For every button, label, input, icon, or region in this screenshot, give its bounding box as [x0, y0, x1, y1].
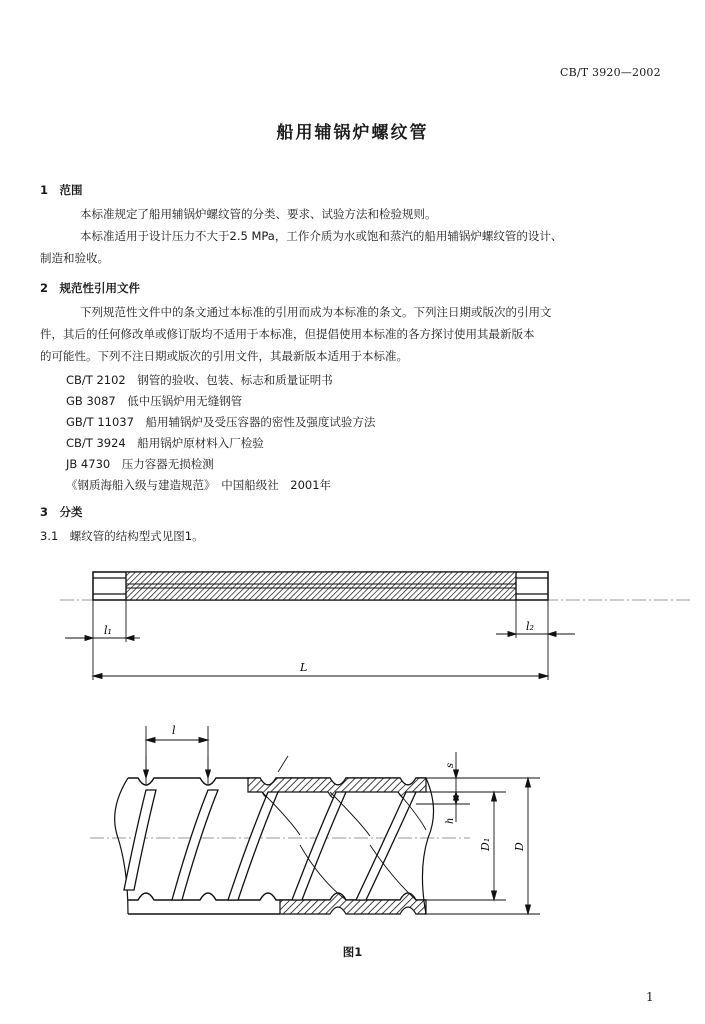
- dim-label-s: s: [445, 762, 456, 768]
- section-3-heading: 3 分类: [40, 505, 83, 519]
- clause-3-1: 3.1 螺纹管的结构型式见图1。: [40, 529, 204, 543]
- page-title: 船用辅锅炉螺纹管: [276, 123, 429, 143]
- reference-item: CB/T 2102 钢管的验收、包装、标志和质量证明书: [66, 373, 333, 387]
- reference-item: JB 4730 压力容器无损检测: [66, 457, 214, 471]
- reference-item: GB/T 11037 船用辅锅炉及受压容器的密性及强度试验方法: [66, 415, 376, 429]
- page-number: 1: [646, 990, 654, 1004]
- section-2-paragraph-line-3: 的可能性。下列不注日期或版次的引用文件，其最新版本适用于本标准。: [40, 349, 408, 363]
- section-1-paragraph-2: 本标准适用于设计压力不大于2.5 MPa，工作介质为水或饱和蒸汽的船用辅锅炉螺纹管的设计、: [80, 229, 563, 243]
- figure-caption: 图1: [342, 945, 363, 959]
- reference-item: CB/T 3924 船用锅炉原材料入厂检验: [66, 436, 264, 450]
- dim-label-l1: l₁: [104, 624, 112, 637]
- tube-overview: [60, 572, 690, 600]
- section-2-paragraph-line-2: 件，其后的任何修改单或修订版均不适用于本标准，但提倡使用本标准的各方探讨使用其最新版本: [40, 327, 535, 341]
- section-2-heading: 2 规范性引用文件: [40, 281, 141, 295]
- figure-1-drawing: [0, 560, 705, 940]
- section-1-paragraph-2-cont: 制造和验收。: [40, 251, 109, 265]
- section-2-paragraph-line-1: 下列规范性文件中的条文通过本标准的引用而成为本标准的条文。下列注日期或版次的引用文: [80, 305, 552, 319]
- dim-label-h: h: [445, 817, 456, 824]
- dim-label-D1: D₁: [479, 837, 492, 851]
- section-1-heading: 1 范围: [40, 183, 83, 197]
- overview-dimensions: [65, 600, 575, 680]
- reference-item: 《钢质海船入级与建造规范》 中国船级社 2001年: [66, 478, 332, 492]
- detail-section-view: [90, 778, 470, 914]
- dim-label-L: L: [300, 661, 308, 674]
- dim-label-l2: l₂: [526, 620, 534, 633]
- standard-number: CB/T 3920—2002: [560, 66, 661, 79]
- dim-label-pitch: l: [172, 724, 176, 737]
- dim-label-D: D: [513, 842, 526, 851]
- reference-item: GB 3087 低中压锅炉用无缝钢管: [66, 394, 243, 408]
- section-1-paragraph-1: 本标准规定了船用辅锅炉螺纹管的分类、要求、试验方法和检验规则。: [80, 207, 437, 221]
